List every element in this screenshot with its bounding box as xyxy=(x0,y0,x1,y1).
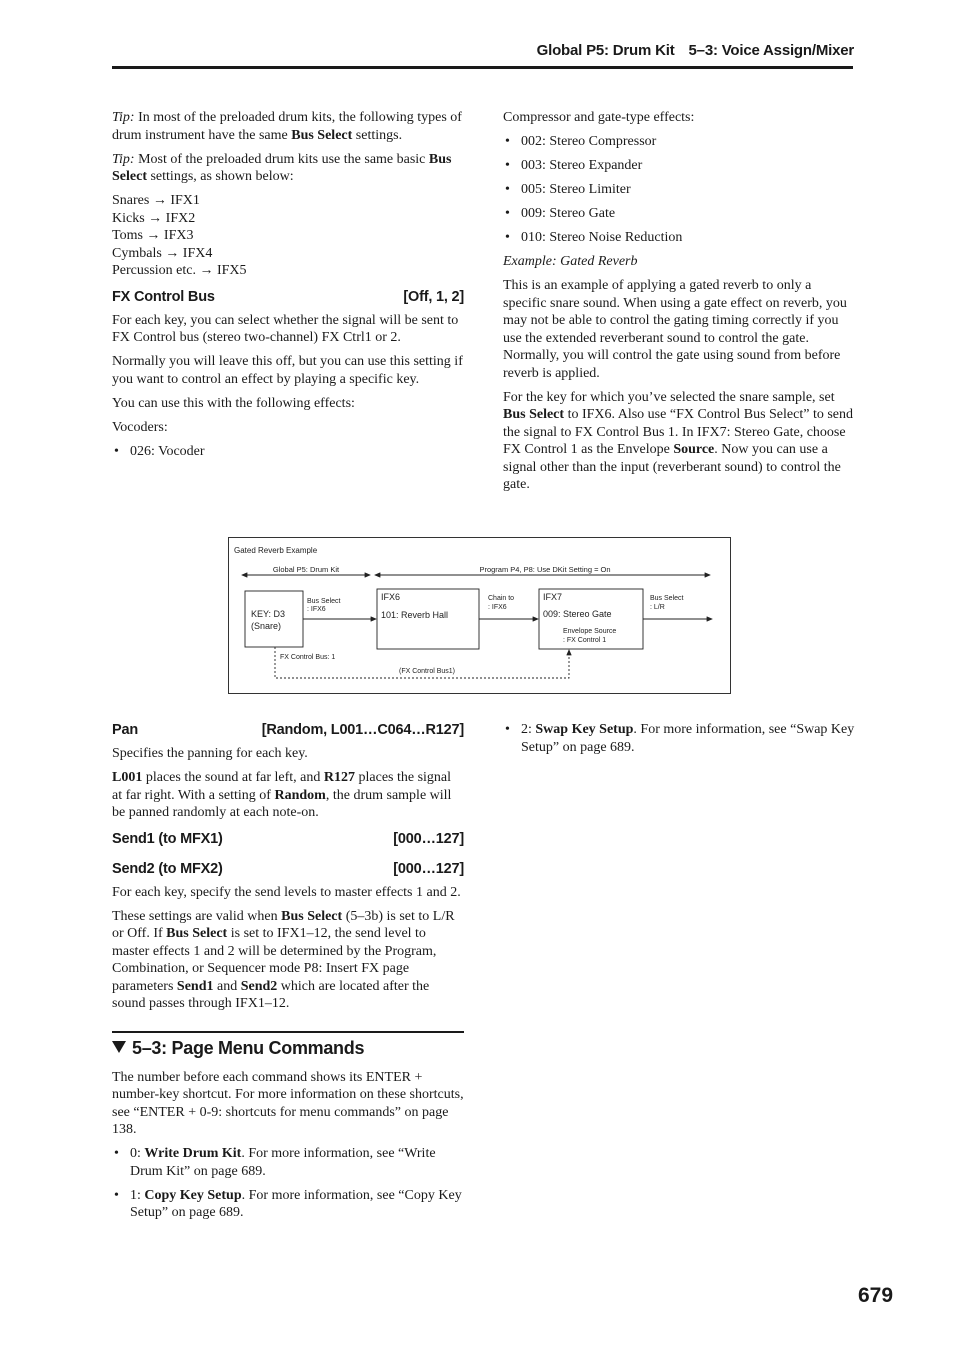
mapping-line: Toms → IFX3 xyxy=(112,228,194,243)
list-item xyxy=(112,1187,464,1222)
bold-term: Bus Select xyxy=(166,926,228,941)
body-paragraph: Specifies the panning for each key. xyxy=(112,746,308,761)
list-item: • 003: Stereo Expander xyxy=(503,157,855,175)
tip-label: Tip: xyxy=(112,151,135,167)
param-name: FX Control Bus xyxy=(112,288,215,305)
command-number: 2: xyxy=(521,722,536,737)
text-run: . For more information, see “Swap Key Setup” on page 689. xyxy=(521,722,855,755)
list-item: • 002: Stereo Compressor xyxy=(503,133,855,151)
body-paragraph: This is an example of applying a gated reverb to only a specific snare sound. When using a gate effect on reverb, you may not be able to control the gating timing correctly if you use the extended reverberant sound to control the gate. Normally, you will control the gate using sound from before reverb is applied. xyxy=(503,278,847,381)
param-range: [000…127] xyxy=(393,830,464,847)
tip-paragraph-1 xyxy=(112,109,464,144)
param-heading-send1 xyxy=(112,830,464,848)
param-range: [Random, L001…C064…R127] xyxy=(261,722,464,738)
text-run: is set to IFX1–12, the send level to master effects 1 and 2 will be determined by the Program, Combination, or Sequencer mode P8: Insert FX page parameters xyxy=(112,926,437,994)
header-rule xyxy=(112,66,853,69)
text-run: , the drum sample will be panned randomly at each note-on. xyxy=(112,787,452,820)
body-paragraph xyxy=(112,769,464,822)
left-column-top xyxy=(112,109,464,467)
key-box-label: KEY: D3 xyxy=(251,609,286,619)
global-range-label: Global P5: Drum Kit xyxy=(272,565,340,574)
gated-reverb-diagram xyxy=(228,537,731,694)
body-paragraph: For each key, specify the send levels to master effects 1 and 2. xyxy=(112,884,461,900)
body-paragraph: For each key, you can select whether the signal will be sent to FX Control bus (stereo two-channel) FX Ctrl1 or 2. xyxy=(112,312,459,345)
text-run: places the signal at far right. With a setting of xyxy=(112,770,452,803)
ifx7-label: IFX7 xyxy=(543,592,563,602)
command-name: Write Drum Kit xyxy=(144,1146,242,1161)
param-range: [000…127] xyxy=(393,860,464,877)
example-title xyxy=(503,253,855,271)
bus-select-value: : IFX6 xyxy=(307,606,326,613)
bold-term: Bus Select xyxy=(281,908,343,924)
text-run: (5–3b) is set to L/R or Off. If xyxy=(112,908,455,941)
fx-control-bus1-label: (FX Control Bus1) xyxy=(399,668,456,675)
diagram-svg xyxy=(229,538,732,695)
bold-term: Source xyxy=(673,442,715,457)
output-bus-label: Bus Select xyxy=(650,595,684,602)
right-column-top xyxy=(503,109,855,500)
text-run: In most of the preloaded drum kits, the following types of drum instrument have the same xyxy=(112,110,462,143)
bold-term: Send1 xyxy=(176,978,214,994)
command-number: 0: xyxy=(130,1146,145,1161)
body-paragraph: You can use this with the following effects: xyxy=(112,395,355,411)
text-run: places the sound at far left, and xyxy=(142,770,324,785)
text-run: to IFX6. Also use “FX Control Bus Select” to send the signal to FX Control Bus 1. In IFX7: Stereo Gate, choose FX Control 1 as the Envelope xyxy=(503,407,853,457)
bus-mapping-list xyxy=(112,192,464,280)
body-paragraph: Normally you will leave this off, but you can use this setting if you want to control an effect by playing a specific key. xyxy=(112,354,463,387)
bold-term: Bus Select xyxy=(291,127,353,143)
list-item: • 005: Stereo Limiter xyxy=(503,181,855,199)
envelope-source-label: Envelope Source xyxy=(563,628,617,635)
text-run: . Now you can use a signal other than the input (reverberant sound) to control the gate. xyxy=(503,442,841,492)
chain-label: Chain to xyxy=(488,595,515,602)
fx-control-bus-label: FX Control Bus: 1 xyxy=(280,654,336,661)
text-run: . For more information, see “Copy Key Setup” on page 689. xyxy=(130,1187,462,1220)
mapping-line: Kicks → IFX2 xyxy=(112,210,196,226)
ifx7-effect: 009: Stereo Gate xyxy=(543,609,612,619)
header-chapter: Global P5: Drum Kit xyxy=(536,42,675,59)
list-item xyxy=(503,721,855,756)
bold-term: R127 xyxy=(323,770,356,785)
section-heading xyxy=(112,1036,464,1060)
bus-select-label: Bus Select xyxy=(307,598,341,605)
text-run: These settings are valid when xyxy=(112,908,282,924)
bold-term: L001 xyxy=(112,770,143,785)
right-column-bottom xyxy=(503,721,855,763)
list-item: • 009: Stereo Gate xyxy=(503,205,855,223)
list-item: • 026: Vocoder xyxy=(112,443,464,461)
text-run: Most of the preloaded drum kits use the same basic xyxy=(134,151,429,167)
tip-label: Tip: xyxy=(112,110,135,125)
param-name: Send1 (to MFX1) xyxy=(112,830,223,847)
triangle-down-icon xyxy=(112,1041,126,1053)
text-run: and xyxy=(213,978,241,994)
example-title-text: Example: Gated Reverb xyxy=(503,254,638,269)
mapping-line: Snares → IFX1 xyxy=(112,193,200,208)
output-bus-value: : L/R xyxy=(650,604,665,611)
ifx6-effect: 101: Reverb Hall xyxy=(381,610,449,620)
param-heading-pan xyxy=(112,721,464,739)
running-header xyxy=(522,42,854,60)
command-number: 1: xyxy=(130,1187,145,1203)
tip-paragraph-2 xyxy=(112,151,464,186)
body-paragraph: Compressor and gate-type effects: xyxy=(503,110,695,125)
chain-value: : IFX6 xyxy=(488,604,507,611)
diagram-title: Gated Reverb Example xyxy=(234,546,318,555)
page-number: 679 xyxy=(858,1284,894,1307)
command-name: Swap Key Setup xyxy=(535,722,634,737)
header-section: 5–3: Voice Assign/Mixer xyxy=(688,42,854,59)
list-item: • 010: Stereo Noise Reduction xyxy=(503,229,855,247)
key-box-sublabel: (Snare) xyxy=(251,621,282,631)
left-column-bottom xyxy=(112,721,464,1228)
body-paragraph xyxy=(503,389,855,494)
param-name: Send2 (to MFX2) xyxy=(112,860,223,877)
bold-term: Send2 xyxy=(240,978,278,994)
text-run: settings, as shown below: xyxy=(146,169,294,184)
param-range: [Off, 1, 2] xyxy=(403,288,464,305)
bold-term: Bus Select xyxy=(503,407,565,422)
bold-term: Bus Select xyxy=(112,151,452,184)
mapping-line: Percussion etc. → IFX5 xyxy=(112,263,247,278)
bold-term: Random xyxy=(274,787,326,803)
body-paragraph: The number before each command shows its ENTER + number-key shortcut. For more information on these shortcuts, see “ENTER + 0-9: shortcuts for menu commands” on page 138. xyxy=(112,1069,464,1137)
text-run: which are located after the sound passes through IFX1–12. xyxy=(112,978,430,1011)
program-range-label: Program P4, P8: Use DKit Setting = On xyxy=(479,565,611,574)
text-run: . For more information, see “Write Drum Kit” on page 689. xyxy=(130,1146,436,1179)
section-rule xyxy=(112,1031,464,1033)
ifx6-label: IFX6 xyxy=(381,592,401,602)
param-heading-send2 xyxy=(112,860,464,878)
param-name: Pan xyxy=(112,722,138,738)
command-name: Copy Key Setup xyxy=(144,1187,242,1203)
param-heading-fx-control-bus xyxy=(112,288,464,306)
body-paragraph: Vocoders: xyxy=(112,419,168,435)
text-run: For the key for which you’ve selected the snare sample, set xyxy=(503,389,835,405)
body-paragraph xyxy=(112,908,464,1013)
list-item xyxy=(112,1145,464,1180)
section-title: 5–3: Page Menu Commands xyxy=(132,1037,365,1058)
mapping-line: Cymbals → IFX4 xyxy=(112,245,213,261)
envelope-source-value: : FX Control 1 xyxy=(563,637,607,644)
key-box xyxy=(245,591,303,647)
text-run: settings. xyxy=(352,127,403,143)
